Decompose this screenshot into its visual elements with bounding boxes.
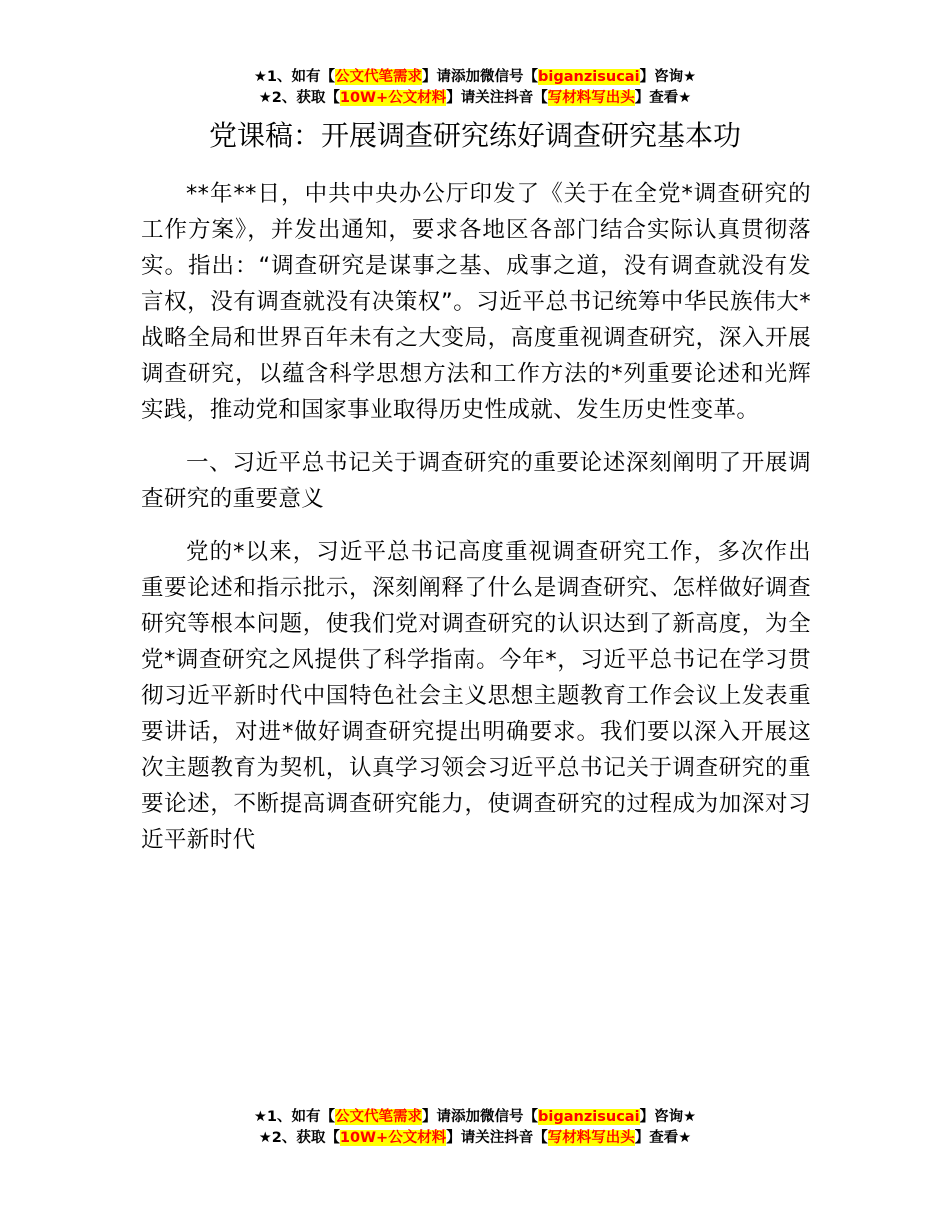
document-title: 党课稿：开展调查研究练好调查研究基本功	[208, 119, 741, 152]
highlight-service: 公文代笔需求	[335, 1109, 423, 1125]
banner-text: ★2、获取【	[258, 90, 340, 106]
highlight-douyin-account: 写材料写出头	[547, 90, 635, 106]
body-paragraph-intro: **年**日，中共中央办公厅印发了《关于在全党*调查研究的工作方案》，并发出通知，要求各地区各部门结合实际认真贯彻落实。指出：“调查研究是谋事之基、成事之道，没有调查就没有发言权，没有调查就没有决策权”。习近平总书记统筹中华民族伟大*战略全局和世界百年未有之大变局，高度重视调查研究，深入开展调查研究，以蕴含科学思想方法和工作方法的*列重要论述和光辉实践，推动党和国家事业取得历史性成就、发生历史性变革。	[141, 181, 811, 423]
header-banner-line-1	[0, 67, 950, 88]
highlight-douyin-account: 写材料写出头	[547, 1130, 635, 1146]
footer-banner-line-2	[0, 1128, 950, 1149]
section-heading-1: 一、习近平总书记关于调查研究的重要论述深刻阐明了开展调查研究的重要意义	[141, 450, 811, 512]
banner-text: 】请关注抖音【	[446, 1130, 548, 1146]
banner-text: ★1、如有【	[253, 1109, 336, 1125]
banner-text: 】查看★	[634, 1130, 692, 1146]
highlight-materials: 10W+公文材料	[339, 1130, 447, 1146]
banner-text: 】请添加微信号【	[422, 69, 539, 85]
footer-banner-line-1	[0, 1107, 950, 1128]
body-paragraph-section-1: 党的*以来，习近平总书记高度重视调查研究工作，多次作出重要论述和指示批示，深刻阐释了什么是调查研究、怎样做好调查研究等根本问题，使我们党对调查研究的认识达到了新高度，为全党*调查研究之风提供了科学指南。今年*，习近平总书记在学习贯彻习近平新时代中国特色社会主义思想主题教育工作会议上发表重要讲话，对进*做好调查研究提出明确要求。我们要以深入开展这次主题教育为契机，认真学习领会习近平总书记关于调查研究的重要论述，不断提高调查研究能力，使调查研究的过程成为加深对习近平新时代	[141, 539, 811, 853]
footer-banner	[0, 1107, 950, 1149]
highlight-wechat-id: biganzisucai	[538, 1109, 640, 1125]
banner-text: 】咨询★	[639, 69, 697, 85]
header-banner-line-2	[0, 88, 950, 109]
banner-text: 】请添加微信号【	[422, 1109, 539, 1125]
highlight-service: 公文代笔需求	[335, 69, 423, 85]
header-banner	[0, 67, 950, 109]
banner-text: ★1、如有【	[253, 69, 336, 85]
banner-text: 】请关注抖音【	[446, 90, 548, 106]
highlight-wechat-id: biganzisucai	[538, 69, 640, 85]
document-body	[141, 176, 811, 875]
highlight-materials: 10W+公文材料	[339, 90, 447, 106]
banner-text: ★2、获取【	[258, 1130, 340, 1146]
banner-text: 】查看★	[634, 90, 692, 106]
banner-text: 】咨询★	[639, 1109, 697, 1125]
